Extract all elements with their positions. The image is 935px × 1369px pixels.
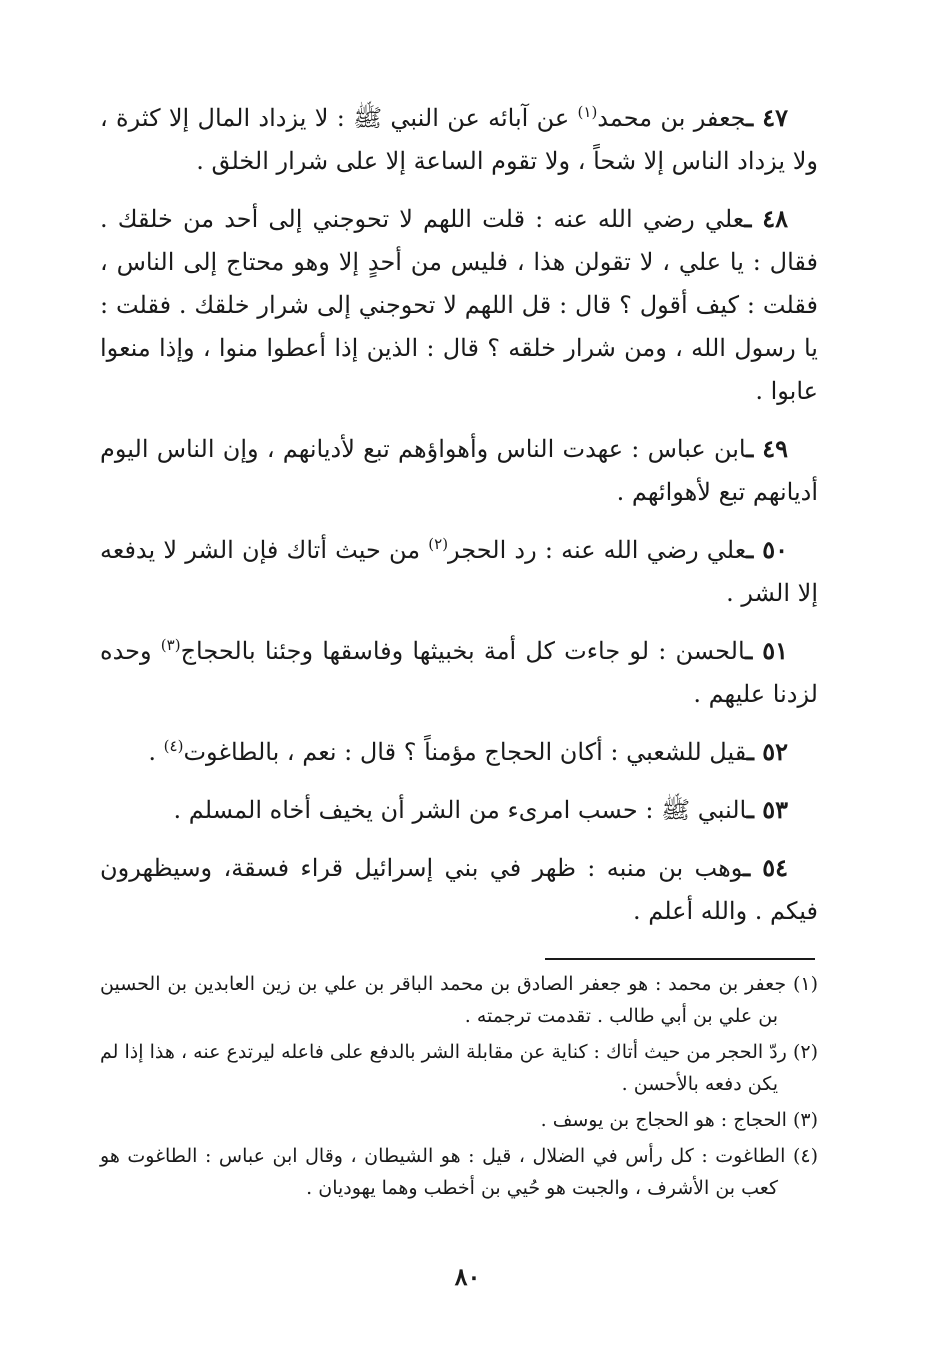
footnote-marker[interactable]: (١) bbox=[577, 103, 598, 121]
entry-number: ٤٧ ـ bbox=[746, 103, 789, 132]
entry-number: ٥٢ ـ bbox=[746, 737, 788, 766]
footnotes bbox=[100, 968, 818, 1208]
entry-text: علي رضي الله عنه : رد الحجر bbox=[448, 536, 747, 564]
entry-54 bbox=[100, 846, 818, 933]
entry-text-continued: عن آبائه عن النبي ﷺ : لا يزداد المال إلا كثرة ، ولا يزداد الناس إلا شحاً ، ولا تقوم الساعة إلا على شرار الخلق . bbox=[100, 104, 818, 175]
footnote-text: جعفر بن محمد : هو جعفر الصادق بن محمد الباقر بن علي بن زين العابدين بن الحسين بن علي بن أبي طالب . تقدمت ترجمته . bbox=[100, 973, 787, 1027]
entry-text: جعفر بن محمد bbox=[597, 104, 747, 132]
entry-number: ٥١ ـ bbox=[745, 636, 789, 665]
footnote-text: ردّ الحجر من حيث أتاك : كناية عن مقابلة الشر بالدفع على فاعله ليرتدع عنه ، هذا إذا لم يكن دفعه بالأحسن . bbox=[100, 1041, 787, 1095]
main-text bbox=[100, 96, 818, 947]
footnote-text: الطاغوت : كل رأس في الضلال ، قيل : هو الشيطان ، وقال ابن عباس : الطاغوت هو كعب بن الأشرف ، والجبت هو حُيي بن أخطب وهما يهوديان . bbox=[100, 1145, 786, 1199]
entry-text: وهب بن منبه : ظهر في بني إسرائيل قراء فسقة، وسيظهرون فيكم . والله أعلم . bbox=[100, 854, 818, 925]
entry-51 bbox=[100, 629, 818, 716]
entry-number: ٥٠ ـ bbox=[746, 535, 788, 564]
entry-text-continued: من حيث أتاك فإن الشر لا يدفعه إلا الشر . bbox=[100, 536, 818, 607]
footnote-2 bbox=[100, 1036, 818, 1100]
entry-50 bbox=[100, 528, 818, 615]
footnote-number: (٤) bbox=[792, 1145, 818, 1167]
footnote-marker[interactable]: (٢) bbox=[428, 535, 449, 553]
page-number: ٨٠ bbox=[454, 1262, 481, 1291]
entry-48 bbox=[100, 197, 818, 413]
entry-text: الحسن : لو جاءت كل أمة بخبيثها وفاسقها وجئنا بالحجاج bbox=[180, 637, 746, 665]
footnote-number: (١) bbox=[792, 973, 818, 995]
entry-text: ابن عباس : عهدت الناس وأهواؤهم تبع لأديانهم ، وإن الناس اليوم أديانهم تبع لأهوائهم . bbox=[100, 435, 818, 506]
entry-47 bbox=[100, 96, 818, 183]
footnote-separator bbox=[545, 958, 815, 960]
entry-number: ٤٩ ـ bbox=[746, 434, 789, 463]
entry-49 bbox=[100, 427, 818, 514]
footnote-4 bbox=[100, 1140, 818, 1204]
footnote-number: (٣) bbox=[792, 1109, 818, 1131]
footnote-marker[interactable]: (٤) bbox=[163, 737, 184, 755]
entry-52 bbox=[100, 730, 818, 774]
entry-text: قيل للشعبي : أكان الحجاج مؤمناً ؟ قال : نعم ، بالطاغوت bbox=[183, 738, 747, 766]
footnote-text: الحجاج : هو الحجاج بن يوسف . bbox=[540, 1109, 787, 1131]
footnote-number: (٢) bbox=[792, 1041, 818, 1063]
entry-number: ٤٨ ـ bbox=[744, 204, 788, 233]
entry-number: ٥٣ ـ bbox=[746, 795, 788, 824]
entry-53 bbox=[100, 788, 818, 832]
footnote-3 bbox=[100, 1104, 818, 1136]
entry-number: ٥٤ ـ bbox=[743, 853, 789, 882]
entry-text: النبي ﷺ : حسب امرىء من الشر أن يخيف أخاه المسلم . bbox=[173, 796, 747, 824]
footnote-marker[interactable]: (٣) bbox=[160, 636, 181, 654]
entry-text-continued: . bbox=[148, 738, 164, 766]
footnote-1 bbox=[100, 968, 818, 1032]
entry-text: علي رضي الله عنه : قلت اللهم لا تحوجني إلى أحد من خلقك . فقال : يا علي ، لا تقولن هذا ، فليس من أحدٍ إلا وهو محتاج إلى الناس ، فقلت : كيف أقول ؟ قال : قل اللهم لا تحوجني إلى شرار خلقك . فقلت : يا رسول الله ، ومن شرار خلقه ؟ قال : الذين إذا أعطوا منوا ، وإذا منعوا عابوا . bbox=[100, 205, 818, 405]
entry-text-continued: وحده لزدنا عليهم . bbox=[100, 637, 818, 708]
